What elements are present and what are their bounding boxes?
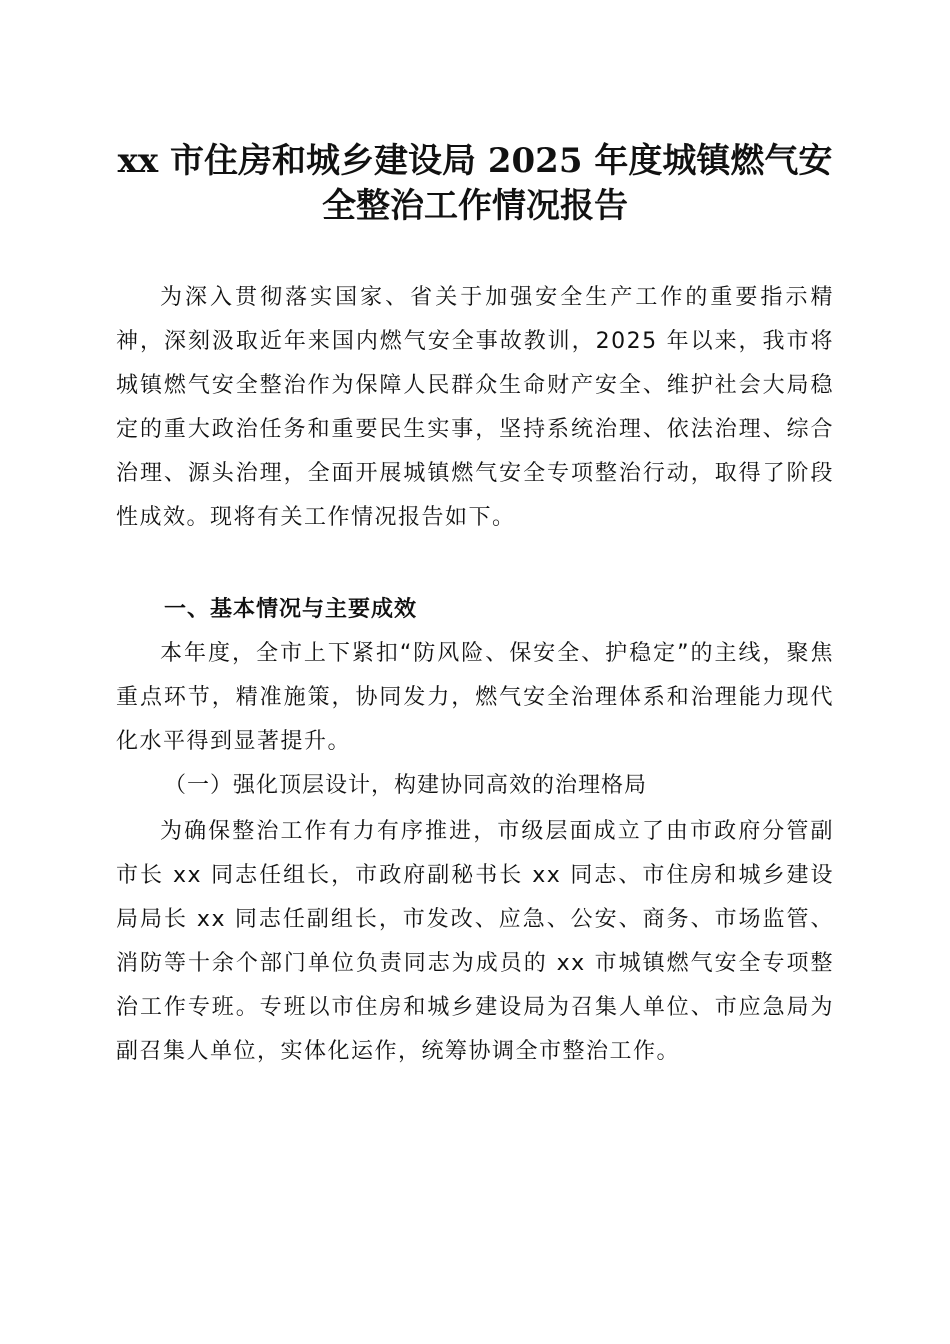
- document-title-line-1: xx 市住房和城乡建设局 2025 年度城镇燃气安: [117, 141, 833, 181]
- document-title-line-2: 全整治工作情况报告: [322, 186, 628, 226]
- subsection-1-paragraph: 为确保整治工作有力有序推进，市级层面成立了由市政府分管副市长 xx 同志任组长，市政府副秘书长 xx 同志、市住房和城乡建设局局长 xx 同志任副组长，市发改、应急、公安、商务、市场监管、消防等十余个部门单位负责同志为成员的 xx 市城镇燃气安全专项整治工作专班。专班以市住房和城乡建设局为召集人单位、市应急局为副召集人单位，实体化运作，统筹协调全市整治工作。: [116, 819, 834, 1064]
- intro-paragraph: 为深入贯彻落实国家、省关于加强安全生产工作的重要指示精神，深刻汲取近年来国内燃气安全事故教训，2025 年以来，我市将城镇燃气安全整治作为保障人民群众生命财产安全、维护社会大局稳定的重大政治任务和重要民生实事，坚持系统治理、依法治理、综合治理、源头治理，全面开展城镇燃气安全专项整治行动，取得了阶段性成效。现将有关工作情况报告如下。: [116, 285, 834, 530]
- subsection-heading-1: （一）强化顶层设计，构建协同高效的治理格局: [164, 773, 648, 798]
- section-1-paragraph: 本年度，全市上下紧扣“防风险、保安全、护稳定”的主线，聚焦重点环节，精准施策，协同发力，燃气安全治理体系和治理能力现代化水平得到显著提升。: [116, 641, 834, 754]
- section-heading-1: 一、基本情况与主要成效: [164, 597, 418, 622]
